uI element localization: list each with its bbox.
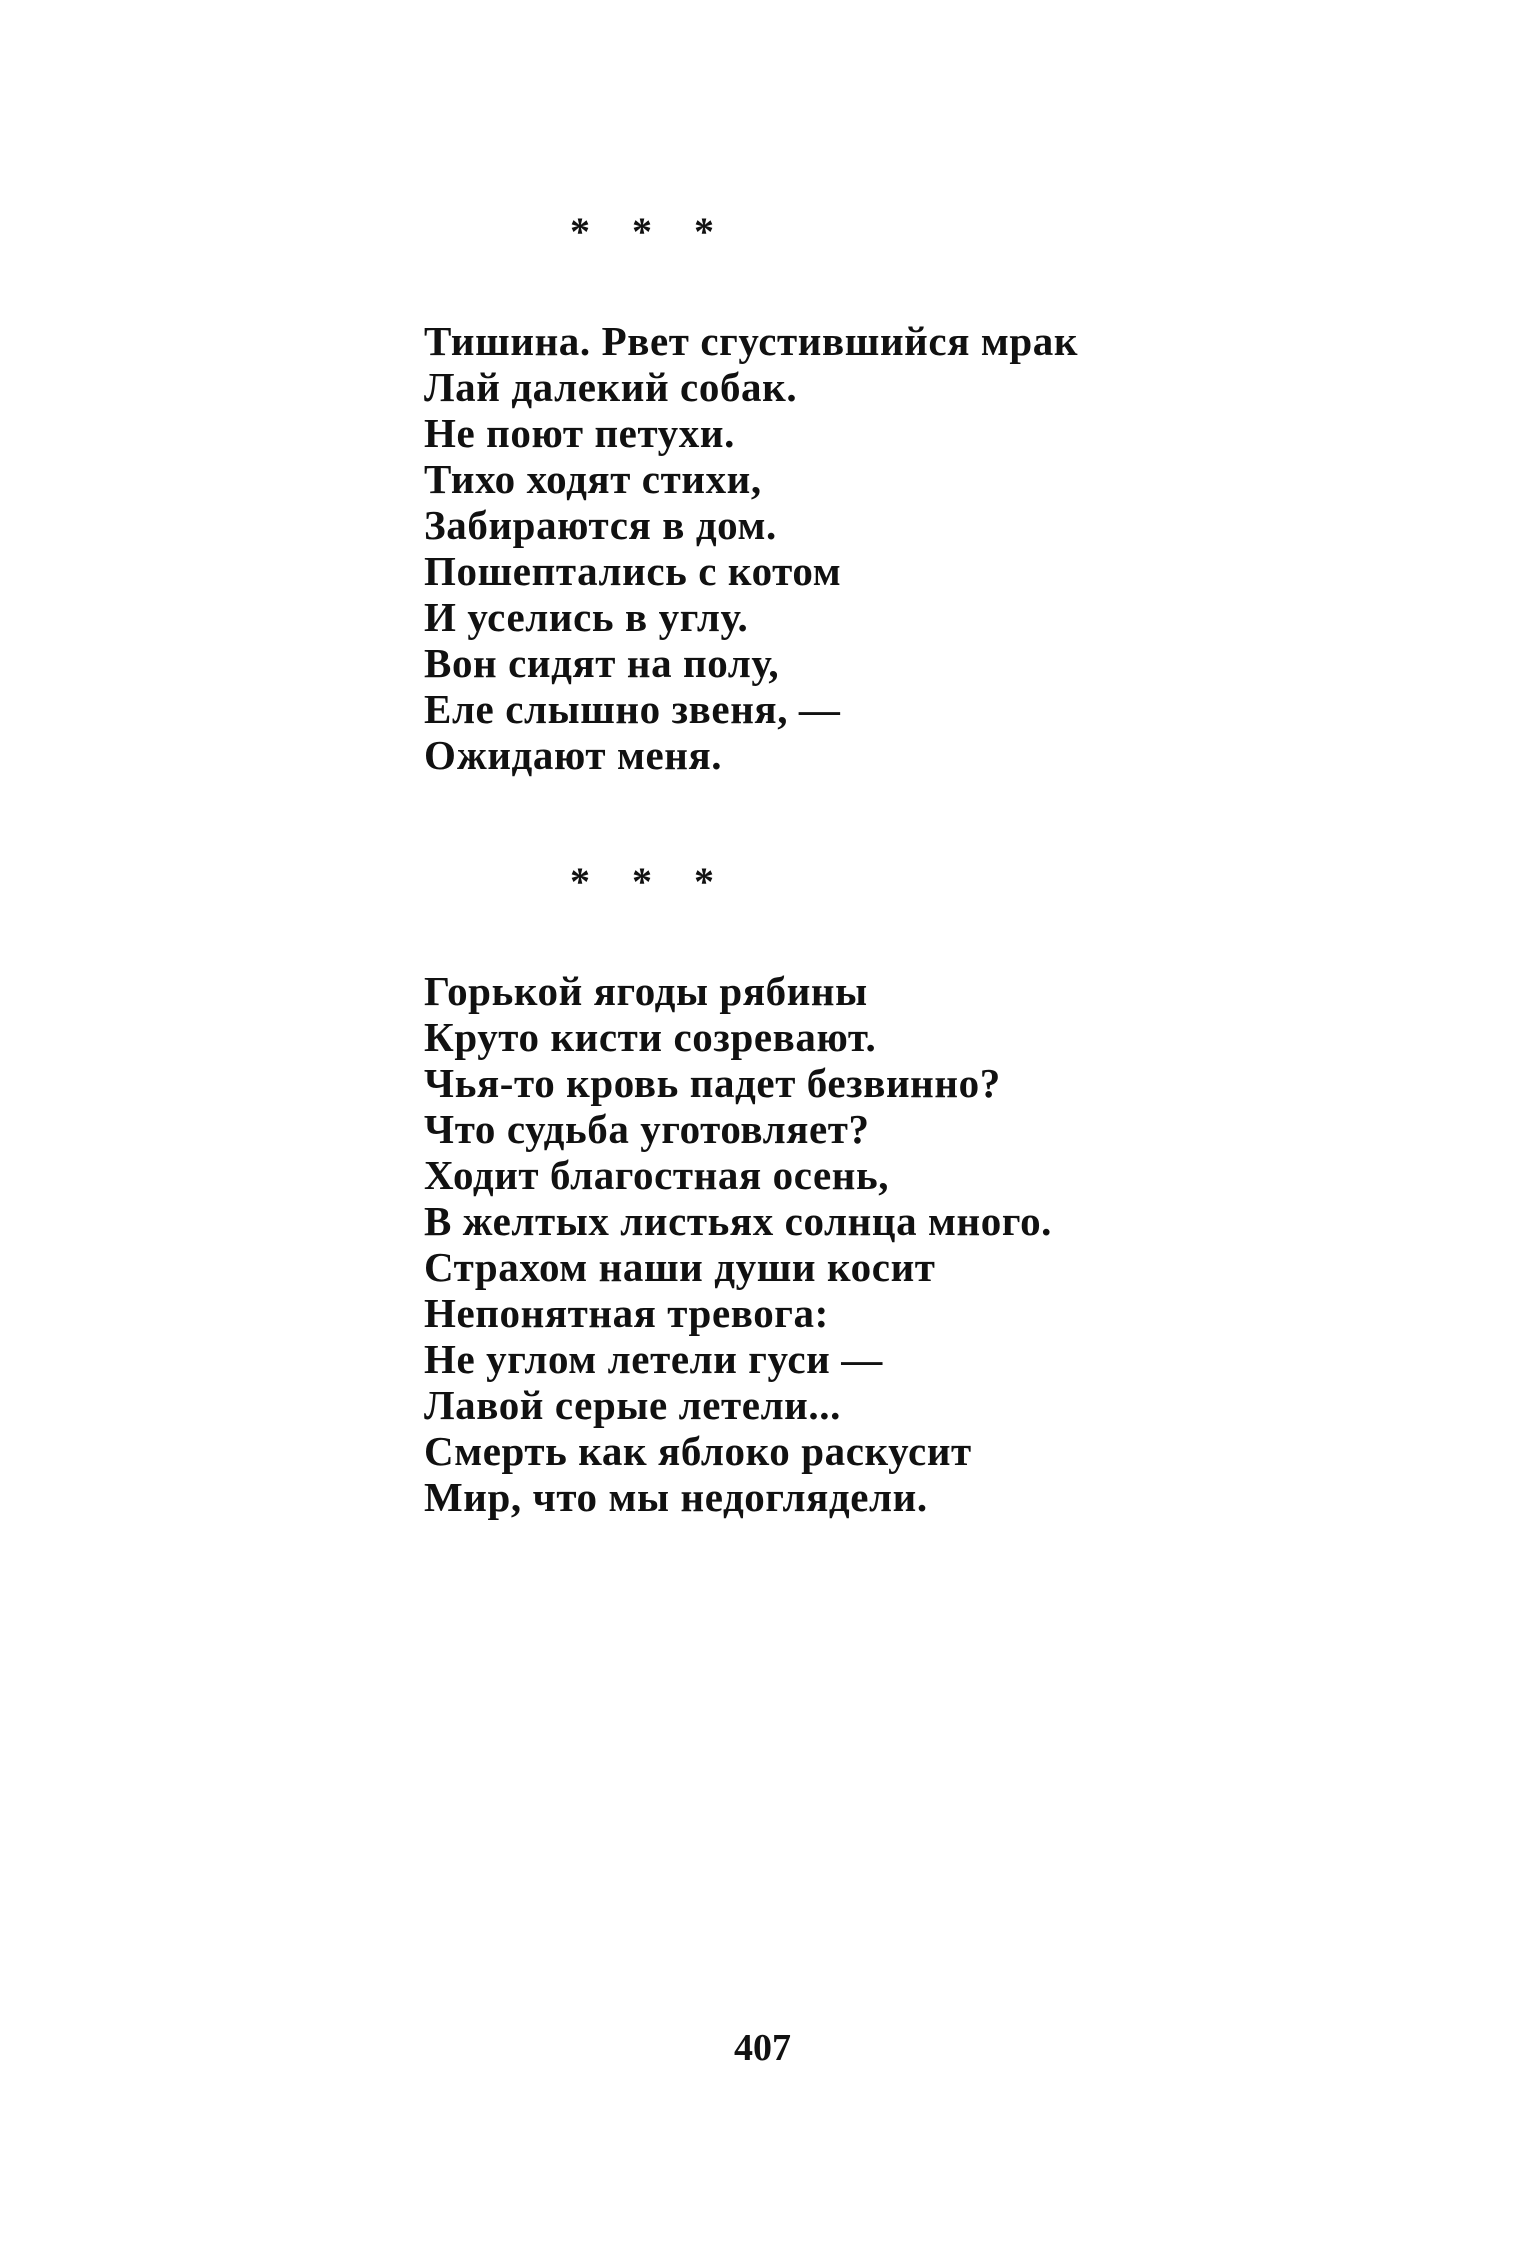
poem-line: Еле слышно звеня, — — [424, 686, 841, 732]
poem-line: Лай далекий собак. — [424, 364, 798, 410]
poem-line: Тихо ходят стихи, — [424, 456, 762, 502]
poem-line: В желтых листьях солнца много. — [424, 1198, 1053, 1244]
poem-line: Ходит благостная осень, — [424, 1152, 890, 1198]
poem-text — [424, 968, 1052, 1520]
poem-line: Страхом наши души косит — [424, 1244, 936, 1290]
poem-line: Лавой серые летели... — [424, 1382, 841, 1428]
poem-separator: * * * — [570, 859, 730, 904]
page-number: 407 — [734, 2027, 791, 2069]
poem-line: Что судьба уготовляет? — [424, 1106, 870, 1152]
poem-line: Круто кисти созревают. — [424, 1014, 877, 1060]
poem-line: Чья-то кровь падет безвинно? — [424, 1060, 1001, 1106]
poem-line: Не углом летели гуси — — [424, 1336, 883, 1382]
poem-line: Мир, что мы недоглядели. — [424, 1474, 928, 1520]
poem-line: Пошептались с котом — [424, 548, 842, 594]
poem-text — [424, 318, 1078, 778]
poem-line: Смерть как яблоко раскусит — [424, 1428, 972, 1474]
poem-separator: * * * — [570, 209, 730, 254]
poem-line: Тишина. Рвет сгустившийся мрак — [424, 318, 1079, 364]
poem-line: Вон сидят на полу, — [424, 640, 780, 686]
poem-line: И уселись в углу. — [424, 594, 749, 640]
poem-line: Не поют петухи. — [424, 410, 735, 456]
poem-line: Горькой ягоды рябины — [424, 968, 868, 1014]
poem-line: Непонятная тревога: — [424, 1290, 829, 1336]
poem-line: Забираются в дом. — [424, 502, 777, 548]
poem-line: Ожидают меня. — [424, 732, 723, 778]
